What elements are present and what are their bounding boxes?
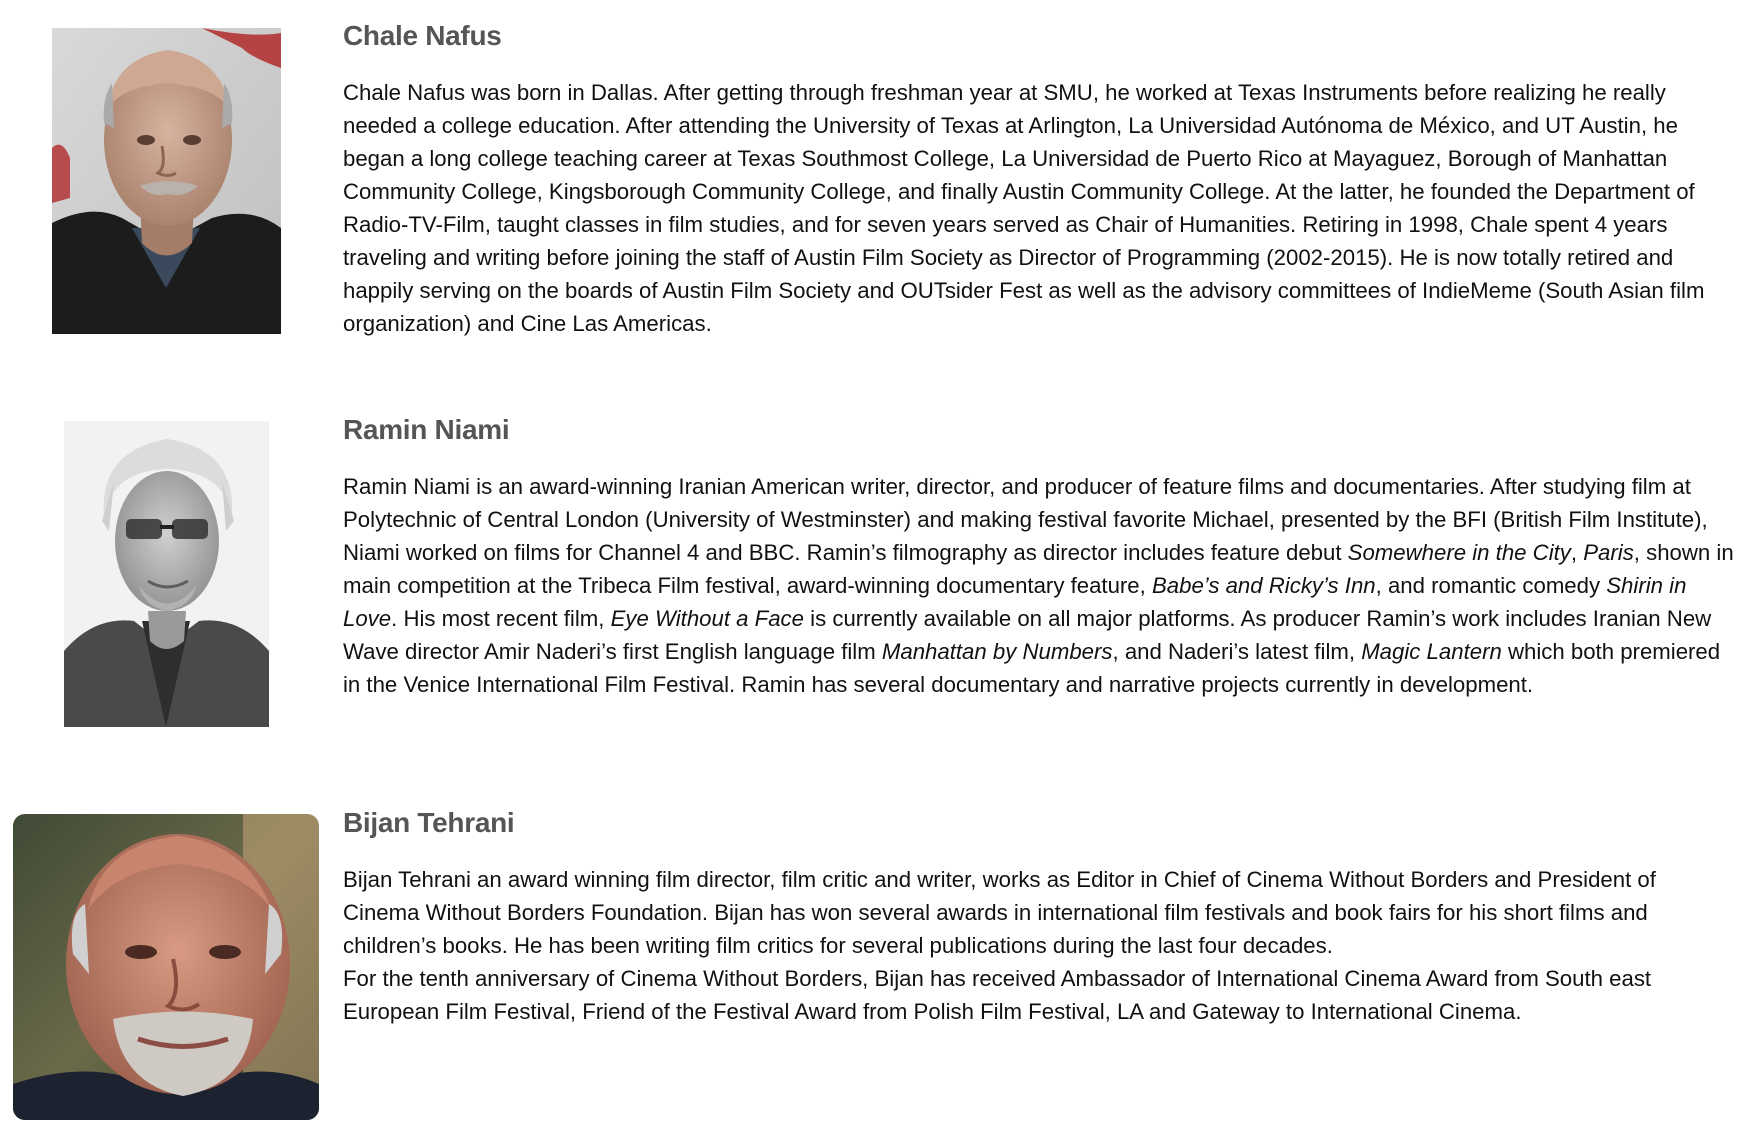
bio-name: Bijan Tehrani xyxy=(343,807,515,838)
bio-text-segment: Ramin Niami is an award-winning Iranian American writer, director, and producer of feature films and documentaries. After studying film at Polytechnic of Central London (University of Westminster) and making festival favorite Michael, presented by the BFI (British Film Institute), Niami worked on films for Channel 4 and BBC. Ramin’s filmography as director includes feature debut xyxy=(343,474,1708,565)
bio-photo xyxy=(13,814,319,1120)
bio-name: Ramin Niami xyxy=(343,414,510,445)
bio-text-segment: , and Naderi’s latest film, xyxy=(1112,639,1362,664)
bio-paragraph xyxy=(343,76,1738,340)
bio-text-segment: Bijan Tehrani an award winning film director, film critic and writer, works as Editor in Chief of Cinema Without Borders and President of Cinema Without Borders Foundation. Bijan has won several awards in international film festivals and book fairs for his short films and children’s books. He has been writing film critics for several publications during the last four decades. xyxy=(343,867,1656,958)
bio-text xyxy=(343,76,1738,340)
bio-film-title: Eye Without a Face xyxy=(610,606,804,631)
bio-photo xyxy=(52,28,281,334)
bio-film-title: Paris xyxy=(1583,540,1634,565)
bio-paragraph xyxy=(343,962,1738,1028)
bio-text-segment: which both premiered in the Venice International Film Festival. Ramin has several documentary and narrative projects currently in development. xyxy=(343,639,1721,697)
bio-film-title: Magic Lantern xyxy=(1361,639,1502,664)
bio-text-segment: , shown in main competition at the Tribeca Film festival, award-winning documentary feature, xyxy=(343,540,1734,598)
bio-name: Chale Nafus xyxy=(343,20,502,51)
bio-text-segment: Chale Nafus was born in Dallas. After getting through freshman year at SMU, he worked at Texas Instruments before realizing he really needed a college education. After attending the University of Texas at Arlington, La Universidad Autónoma de México, and UT Austin, he began a long college teaching career at Texas Southmost College, La Universidad de Puerto Rico at Mayaguez, Borough of Manhattan Community College, Kingsborough Community College, and finally Austin Community College. At the latter, he founded the Department of Radio-TV-Film, taught classes in film studies, and for seven years served as Chair of Humanities. Retiring in 1998, Chale spent 4 years traveling and writing before joining the staff of Austin Film Society as Director of Programming (2002-2015). He is now totally retired and happily serving on the boards of Austin Film Society and OUTsider Fest as well as the advisory committees of IndieMeme (South Asian film organization) and Cine Las Americas. xyxy=(343,80,1705,336)
bio-text-segment: . His most recent film, xyxy=(391,606,611,631)
bio-photo xyxy=(64,421,269,727)
bio-paragraph xyxy=(343,470,1738,701)
bio-text-segment: is currently available on all major platforms. As producer Ramin’s work includes Iranian New Wave director Amir Naderi’s first English language film xyxy=(343,606,1712,664)
bio-film-title: Babe’s and Ricky’s Inn xyxy=(1151,573,1376,598)
portrait-image xyxy=(52,28,281,334)
portrait-image xyxy=(13,814,319,1120)
bio-text-segment: , xyxy=(1570,540,1584,565)
bio-film-title: Shirin in Love xyxy=(343,573,1687,631)
bio-text xyxy=(343,863,1738,1028)
bio-film-title: Manhattan by Numbers xyxy=(881,639,1113,664)
bio-text-segment: , and romantic comedy xyxy=(1375,573,1607,598)
bio-text-segment: For the tenth anniversary of Cinema Without Borders, Bijan has received Ambassador of International Cinema Award from South east European Film Festival, Friend of the Festival Award from Polish Film Festival, LA and Gateway to International Cinema. xyxy=(343,966,1652,1024)
bio-text xyxy=(343,470,1738,701)
portrait-image xyxy=(64,421,269,727)
bio-paragraph xyxy=(343,863,1738,962)
bio-film-title: Somewhere in the City xyxy=(1347,540,1571,565)
